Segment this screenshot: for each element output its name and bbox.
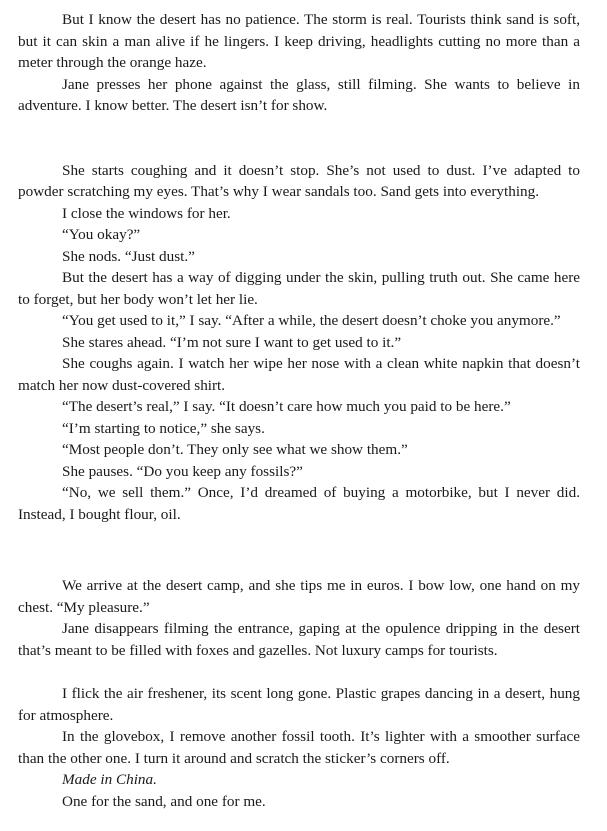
section-glovebox: [18, 683, 580, 812]
paragraph: She nods. “Just dust.”: [62, 247, 195, 265]
section-camp: [18, 575, 580, 661]
paragraph: But the desert has a way of digging under the skin, pulling truth out. She came here to forget, but her body won’t let her lie.: [18, 269, 580, 308]
paragraph: “The desert’s real,” I say. “It doesn’t care how much you paid to be here.”: [62, 398, 511, 415]
italic-text: Made in China.: [62, 771, 157, 788]
paragraph: One for the sand, and one for me.: [62, 792, 266, 810]
section-break: [18, 525, 580, 575]
document-page: [18, 9, 580, 812]
paragraph: I close the windows for her.: [62, 204, 231, 222]
section-coughing: [18, 160, 580, 526]
paragraph: In the glovebox, I remove another fossil tooth. It’s lighter with a smoother surface than the other one. I turn it around and scratch the sticker’s corners off.: [18, 728, 580, 767]
paragraph: “Most people don’t. They only see what we show them.”: [62, 441, 408, 458]
paragraph: Jane disappears filming the entrance, gaping at the opulence dripping in the desert that’s meant to be filled with foxes and gazelles. Not luxury camps for tourists.: [18, 620, 580, 659]
paragraph: I flick the air freshener, its scent long gone. Plastic grapes dancing in a desert, hung for atmosphere.: [18, 685, 580, 724]
paragraph-italic: [18, 769, 580, 791]
paragraph: She pauses. “Do you keep any fossils?”: [62, 462, 303, 480]
paragraph: She coughs again. I watch her wipe her nose with a clean white napkin that doesn’t match her now dust-covered shirt.: [18, 355, 580, 394]
section-break: [18, 117, 580, 160]
paragraph: She starts coughing and it doesn’t stop. She’s not used to dust. I’ve adapted to powder scratching my eyes. That’s why I wear sandals too. Sand gets into everything.: [18, 161, 580, 200]
paragraph: She stares ahead. “I’m not sure I want to get used to it.”: [62, 333, 402, 351]
paragraph: “You get used to it,” I say. “After a while, the desert doesn’t choke you anymore.”: [62, 312, 561, 329]
paragraph: Jane presses her phone against the glass, still filming. She wants to believe in adventure. I know better. The desert isn’t for show.: [18, 75, 580, 114]
section-storm: [18, 9, 580, 117]
section-break: [18, 661, 580, 683]
paragraph: But I know the desert has no patience. The storm is real. Tourists think sand is soft, but it can skin a man alive if he lingers. I keep driving, headlights cutting no more than a meter through the orange haze.: [18, 11, 580, 71]
paragraph: We arrive at the desert camp, and she tips me in euros. I bow low, one hand on my chest. “My pleasure.”: [18, 577, 580, 616]
paragraph: “I’m starting to notice,” she says.: [62, 419, 265, 437]
paragraph: “You okay?”: [62, 226, 141, 243]
paragraph: “No, we sell them.” Once, I’d dreamed of buying a motorbike, but I never did. Instead, I bought flour, oil.: [18, 484, 580, 523]
